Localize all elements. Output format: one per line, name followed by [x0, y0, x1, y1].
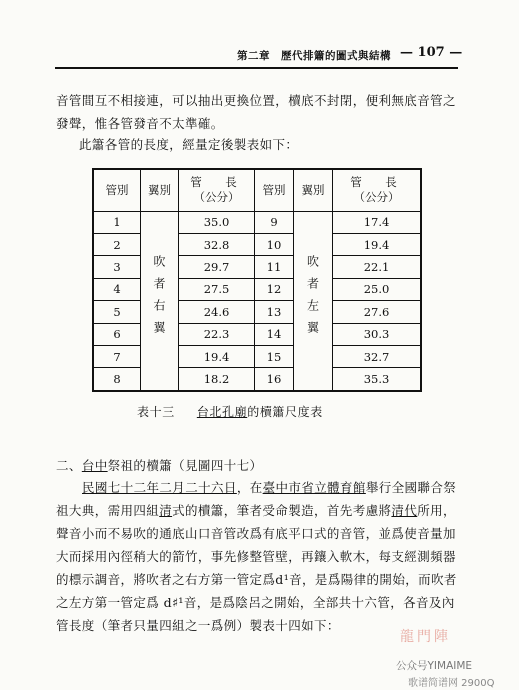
pipe-length-table: [92, 168, 422, 392]
para3-dynasty-2: 清代: [391, 503, 418, 518]
col-header-length-2: [333, 169, 422, 211]
chapter-title: 第二章 歷代排簫的圖式與結構: [237, 50, 391, 62]
pipe-number: 11: [255, 256, 294, 278]
watermark-text-2: 歌谱简谱网 2900Q: [408, 678, 495, 689]
pipe-length: 22.3: [179, 323, 255, 345]
col-header-wing-2: 翼別: [294, 169, 333, 211]
pipe-length: 24.6: [179, 301, 255, 323]
pipe-number: 3: [93, 256, 141, 278]
pipe-number: 15: [255, 345, 294, 367]
caption-temple: 孔廟: [222, 405, 248, 419]
table-row: [93, 211, 421, 233]
para3-text: 舉行全國聯合祭祖大典，需用四組: [56, 480, 457, 518]
pipe-number: 9: [255, 211, 294, 233]
pipe-length: 19.4: [179, 345, 255, 367]
pipe-length: 19.4: [333, 233, 422, 255]
wing-right-text: 吹者右翼: [152, 255, 166, 344]
col-header-length-label: 管 長: [190, 175, 243, 190]
pipe-length: 35.0: [179, 211, 255, 233]
table-caption: [137, 403, 323, 420]
pipe-length: 27.5: [179, 278, 255, 300]
col-header-wing: 翼別: [141, 169, 179, 211]
pipe-length: 30.3: [333, 323, 422, 345]
col-header-length-unit-2: （公分）: [353, 190, 400, 205]
col-header-pipe: 管別: [93, 169, 141, 211]
para3-date: 民國七十二年二月二十六日: [82, 480, 237, 495]
pipe-number: 5: [93, 301, 141, 323]
pipe-length: 27.6: [333, 301, 422, 323]
pipe-length: 18.2: [179, 368, 255, 391]
pipe-length: 29.7: [179, 256, 255, 278]
para3-dynasty: 清: [159, 503, 173, 518]
pipe-number: 16: [255, 368, 294, 391]
col-header-length-unit: （公分）: [193, 190, 240, 205]
section-place: 台中: [81, 458, 108, 473]
pipe-length: 35.3: [333, 368, 422, 391]
pipe-length: 25.0: [333, 278, 422, 300]
wing-left-label: [294, 211, 333, 391]
watermark-text: 公众号YIMAIME: [396, 660, 473, 672]
col-header-length: [179, 169, 255, 211]
pipe-number: 10: [255, 233, 294, 255]
pipe-number: 14: [255, 323, 294, 345]
table-header-row: [93, 169, 421, 211]
wing-right-label: [141, 211, 179, 391]
page-number: — 107 —: [400, 45, 463, 60]
pipe-number: 1: [93, 211, 141, 233]
pipe-number: 12: [255, 278, 294, 300]
col-header-length-label-2: 管 長: [350, 175, 403, 190]
para3-text: 所用，聲音小而不易吹的通底山口音管改爲有底平口式的音管，並爲使音量加大而採用內徑稍大的箭竹，事先修整管壁，再鑲入軟木，每支經測頻器的標示調音，將吹者之右方第一管定爲d¹音，是爲陽律的開始，而吹者之左方第一管定爲 d♯¹音，是爲陰呂之開始，全部共十六管，各音及內管長度（筆者只量四組之一爲例）製表十四如下：: [56, 503, 457, 633]
paragraph-2: 此簫各管的長度，經量定後製表如下：: [79, 137, 299, 152]
pipe-length: 17.4: [333, 211, 422, 233]
pipe-length: 32.8: [179, 233, 255, 255]
caption-place: 台北: [196, 405, 223, 419]
pipe-number: 7: [93, 345, 141, 367]
section-prefix: 二、: [56, 458, 82, 473]
header-rule: [55, 67, 458, 69]
pipe-length: 32.7: [333, 345, 422, 367]
pipe-number: 4: [93, 278, 141, 300]
para3-venue: 臺中市省立體育館: [262, 480, 366, 495]
pipe-length: 22.1: [333, 256, 422, 278]
watermark-logo: 龍門陣: [400, 629, 451, 645]
caption-number: 表十三: [137, 405, 175, 419]
section-heading: [56, 456, 262, 474]
pipe-number: 13: [255, 301, 294, 323]
section-rest: 祭祖的櫝簫（見圖四十七）: [107, 458, 263, 473]
pipe-number: 8: [93, 368, 141, 391]
wing-left-text: 吹者左翼: [305, 255, 320, 344]
pipe-number: 2: [93, 233, 141, 255]
pipe-number: 6: [93, 323, 141, 345]
paragraph-1: 音管間互不相接連，可以抽出更換位置，櫝底不封閉，便利無底音管之發聲，惟各管發音不太準確。: [56, 93, 456, 131]
paragraph-3: [56, 476, 460, 637]
para3-text: 式的櫝簫，筆者受命製造，首先考慮將: [172, 503, 392, 518]
page-header: [0, 44, 519, 64]
para3-text: ，在: [236, 480, 263, 495]
caption-rest: 的櫝簫尺度表: [247, 405, 323, 419]
col-header-pipe-2: 管別: [255, 169, 294, 211]
